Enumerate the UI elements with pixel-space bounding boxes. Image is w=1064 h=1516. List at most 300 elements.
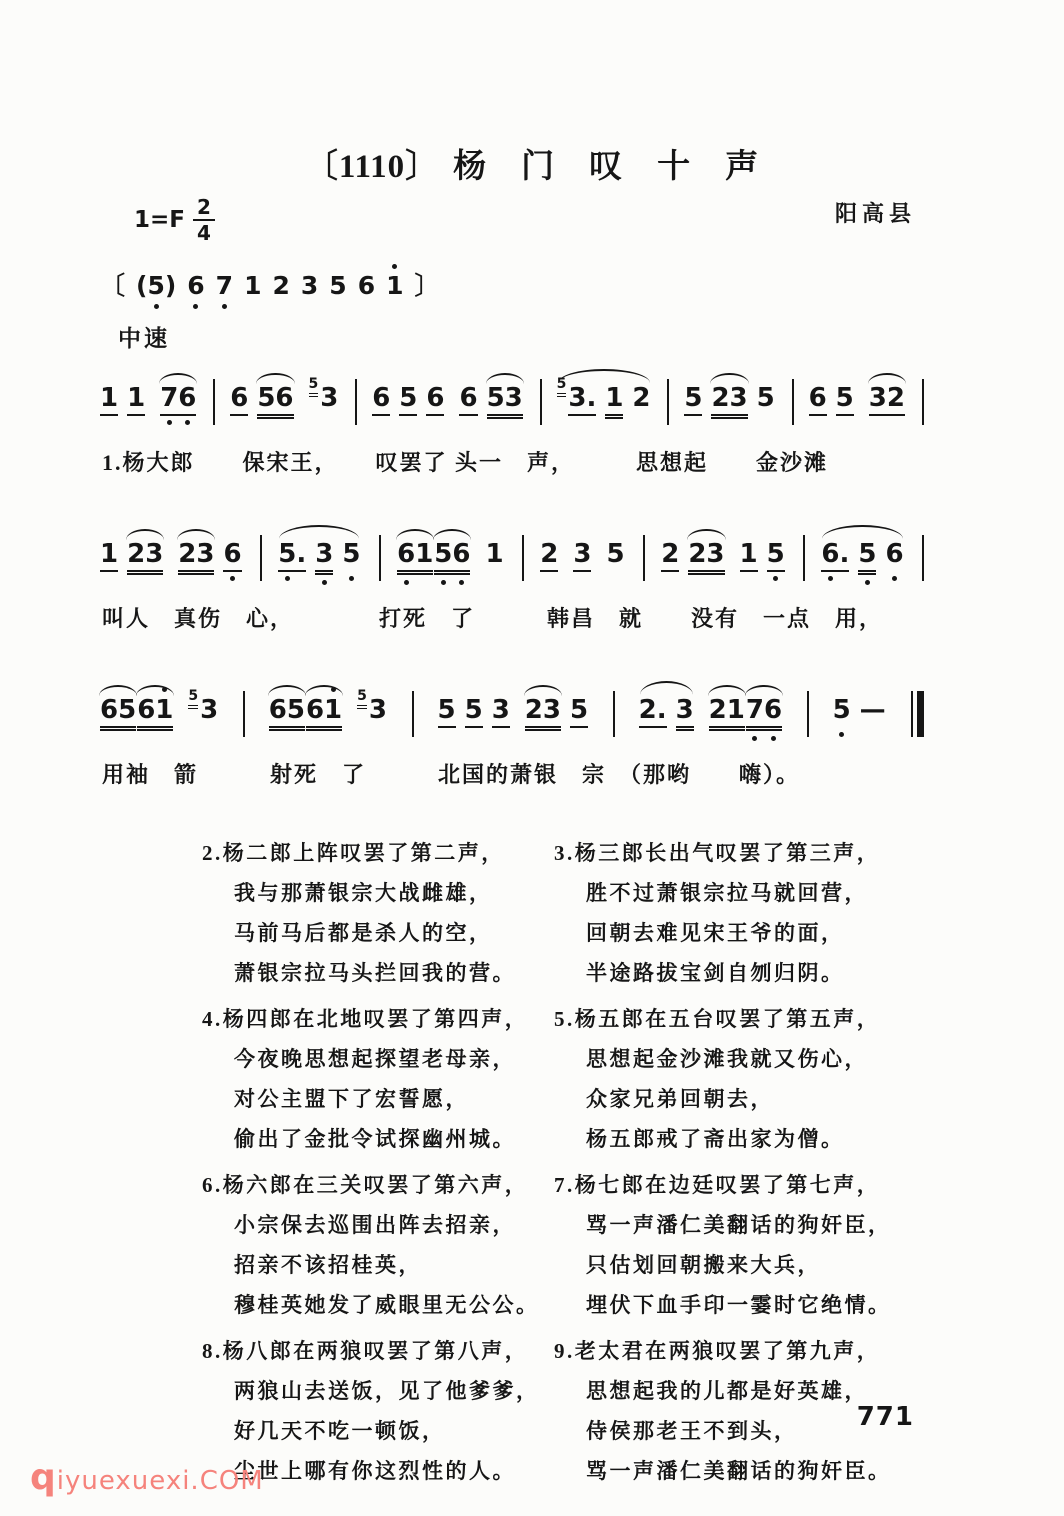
verse-line: 骂一声潘仁美翻话的狗奸臣，	[586, 1213, 892, 1237]
barline	[213, 379, 215, 425]
note-digit: 5	[399, 383, 418, 413]
verse-line: 今夜晚思想起探望老母亲，	[234, 1047, 516, 1071]
note-digits	[709, 697, 745, 728]
note-digit: 6	[305, 695, 325, 725]
grace-note: 5	[188, 688, 199, 704]
note-token	[230, 385, 248, 416]
note-digit: 5	[464, 695, 483, 725]
note-token	[160, 385, 196, 416]
note-token	[605, 385, 623, 416]
note-token	[465, 697, 483, 728]
note-digits	[836, 385, 854, 416]
barline	[243, 691, 245, 737]
barline	[260, 535, 262, 581]
lyric-line: 叫人 真伤 心， 打死 了 韩昌 就 没有 一点 用，	[102, 606, 884, 631]
music-bar	[821, 521, 905, 590]
augmentation-dot: .	[839, 539, 850, 569]
music-bar	[100, 521, 244, 590]
tempo-label: 中速	[118, 326, 170, 351]
verse-line: 招亲不该招桂英，	[234, 1253, 422, 1277]
slur	[256, 373, 294, 384]
note-digit: 3	[504, 383, 523, 413]
low-octave-dot	[167, 420, 172, 425]
note-token	[188, 688, 219, 726]
note-token	[269, 697, 305, 728]
note-token	[709, 697, 745, 728]
note-token	[573, 541, 591, 572]
note-digits	[688, 541, 724, 572]
note-token	[127, 541, 163, 572]
note-digits	[315, 541, 333, 572]
note-token	[833, 697, 851, 726]
key-row	[134, 197, 916, 243]
note-group	[269, 697, 342, 728]
note-digits	[525, 697, 561, 728]
note-digit: 6	[452, 541, 470, 567]
slur	[745, 685, 783, 696]
note-digit: 6	[137, 695, 156, 725]
barline	[667, 379, 669, 425]
music-system	[100, 677, 924, 789]
note-digit: 7	[746, 697, 764, 723]
verse	[202, 833, 554, 993]
note-digit: —	[859, 695, 886, 725]
verse-line: 半途路拔宝剑自刎归阴。	[586, 961, 845, 985]
note-digits	[438, 697, 456, 728]
note-token	[257, 385, 293, 416]
verses	[202, 833, 1064, 1491]
note-digit: 3	[200, 695, 219, 725]
verse-line: 5.杨五郎在五台叹罢了第五声，	[554, 1007, 881, 1031]
scale-degree: 5	[329, 271, 347, 300]
note-digit: 3	[368, 695, 387, 725]
scale-row	[100, 273, 1064, 298]
note-digit: 2	[638, 695, 657, 725]
note-group	[809, 385, 854, 416]
note-digits	[127, 385, 145, 416]
note-digit: 6	[426, 383, 445, 413]
verse-line: 6.杨六郎在三关叹罢了第六声，	[202, 1173, 529, 1197]
note-digit: 5	[756, 383, 775, 413]
note-digit: 5	[118, 695, 137, 725]
note-group	[525, 697, 588, 728]
final-barline	[911, 691, 924, 737]
note-token	[426, 385, 444, 416]
note-group	[684, 385, 774, 416]
slur	[136, 685, 174, 696]
verse-line: 我与那萧银宗大战雌雄，	[234, 881, 493, 905]
note-digits	[711, 385, 747, 416]
note-digits	[639, 697, 667, 728]
slur	[868, 373, 906, 384]
verse-line: 尘世上哪有你这烈性的人。	[234, 1459, 516, 1483]
verse-line: 胜不过萧银宗拉马就回营，	[586, 881, 868, 905]
verse-line: 萧银宗拉马头拦回我的营。	[234, 961, 516, 985]
note-group	[869, 385, 905, 416]
note-group	[278, 541, 360, 572]
low-octave-dot	[441, 580, 446, 585]
note-group	[540, 541, 558, 572]
note-digit: 5	[684, 383, 703, 413]
verse-line: 对公主盟下了宏誓愿，	[234, 1087, 469, 1111]
barline	[803, 535, 805, 581]
note-token	[223, 541, 241, 572]
note-digit: 3	[320, 383, 339, 413]
note-group	[308, 376, 339, 414]
note-group	[100, 697, 173, 728]
grace-note: 5	[556, 376, 567, 392]
scale-degree: 6	[187, 273, 204, 298]
note-group	[438, 697, 510, 728]
barline	[540, 379, 542, 425]
note-digit: 3	[491, 695, 510, 725]
note-digit: 5	[257, 383, 276, 413]
verse-line: 思想起金沙滩我就又伤心，	[586, 1047, 868, 1071]
music-notation	[100, 365, 924, 789]
note-digit: 3	[145, 539, 164, 569]
note-group	[178, 541, 241, 572]
note-digits	[223, 541, 241, 572]
note-digits	[885, 541, 903, 570]
note-digit: 6	[459, 383, 478, 413]
note-group	[160, 385, 196, 416]
music-system	[100, 365, 924, 477]
barline	[355, 379, 357, 425]
note-digit: 1	[155, 697, 173, 723]
note-digit: 1	[605, 383, 624, 413]
meter-denominator: 4	[197, 221, 211, 245]
slur	[126, 529, 164, 540]
music-bar	[557, 365, 653, 434]
note-digits	[860, 697, 886, 726]
note-token	[570, 697, 588, 728]
note-token	[858, 541, 876, 572]
note-token	[688, 541, 724, 572]
verse-line: 小宗保去巡围出阵去招亲，	[234, 1213, 516, 1237]
note-digits	[485, 541, 503, 570]
note-digit: 3	[706, 539, 725, 569]
slur	[822, 525, 902, 539]
note-digit: 6	[230, 383, 249, 413]
note-digit: 6	[178, 385, 196, 411]
watermark: qiyuexuexi.COM	[30, 1457, 264, 1498]
slur	[433, 529, 471, 540]
note-token	[684, 385, 702, 416]
note-digits	[100, 385, 118, 416]
song-title-row	[0, 0, 1064, 187]
note-token	[661, 541, 679, 572]
note-digit: 5	[767, 541, 785, 567]
note-digits	[858, 541, 876, 572]
note-digits	[372, 385, 390, 416]
note-group	[709, 697, 782, 728]
barline	[643, 535, 645, 581]
note-token	[357, 688, 387, 726]
note-digit: 2	[661, 539, 680, 569]
low-octave-dot	[892, 576, 897, 581]
verse-line: 骂一声潘仁美翻话的狗奸臣。	[586, 1459, 892, 1483]
music-bar	[100, 677, 220, 746]
slur	[279, 525, 359, 539]
note-digit: 2	[540, 539, 559, 569]
note-digit: 3	[868, 383, 887, 413]
note-token	[885, 541, 903, 572]
scale-degree: 2	[272, 271, 290, 300]
grace-note: 5	[357, 688, 367, 704]
scale-degree: 1	[244, 271, 262, 300]
note-digits	[178, 541, 214, 572]
low-octave-dot	[349, 576, 354, 581]
music-line	[100, 365, 924, 434]
note-token	[100, 697, 136, 728]
slur	[524, 685, 562, 696]
note-token	[485, 541, 503, 570]
scale-close-bracket: 〕	[414, 271, 440, 300]
note-token	[767, 541, 785, 572]
low-octave-dot	[322, 580, 327, 585]
note-token	[434, 541, 470, 572]
note-digit: 5	[486, 383, 505, 413]
note-digit: 3	[542, 695, 561, 725]
augmentation-dot: .	[296, 539, 307, 569]
note-token	[740, 541, 758, 572]
verse-line: 4.杨四郎在北地叹罢了第四声，	[202, 1007, 529, 1031]
music-bar	[372, 365, 525, 434]
note-token	[459, 385, 477, 416]
verse-line: 偷出了金批令试探幽州城。	[234, 1127, 516, 1151]
note-group	[372, 385, 444, 416]
barline	[922, 379, 924, 425]
note-digit: 2	[524, 695, 543, 725]
note-digits	[809, 385, 827, 416]
note-digit: 5	[286, 695, 305, 725]
note-token	[308, 376, 339, 414]
note-digit: 1	[100, 383, 119, 413]
note-digit: 1	[324, 697, 342, 723]
low-octave-dot	[839, 732, 844, 737]
verse-line: 2.杨二郎上阵叹罢了第二声，	[202, 841, 505, 865]
augmentation-dot: .	[586, 383, 597, 413]
note-digit: 5	[434, 541, 452, 567]
verse-line: 8.杨八郎在两狼叹罢了第八声，	[202, 1339, 529, 1363]
scale-open-bracket: 〔	[100, 271, 126, 300]
note-digits	[200, 697, 218, 726]
note-digits	[100, 697, 136, 728]
note-token	[836, 385, 854, 416]
barline	[922, 535, 924, 581]
slur	[640, 681, 693, 695]
verse-line: 侍侯那老王不到头，	[586, 1419, 798, 1443]
low-octave-dot	[285, 576, 290, 581]
verse-line: 穆桂英她发了威眼里无公公。	[234, 1293, 540, 1317]
note-digits	[767, 541, 785, 572]
note-digits	[757, 385, 775, 414]
note-digit: 1	[485, 539, 504, 569]
note-digits	[342, 541, 360, 570]
scale-degree: 3	[300, 271, 319, 300]
verse-line: 杨五郎戒了斋出家为僧。	[586, 1127, 845, 1151]
note-token	[492, 697, 510, 728]
note-group	[573, 541, 591, 572]
slur	[177, 529, 215, 540]
slur	[396, 529, 434, 540]
note-digits	[397, 541, 433, 572]
note-group	[188, 688, 219, 726]
note-group	[459, 385, 522, 416]
scale-degree: 7	[216, 273, 233, 298]
low-octave-dot	[771, 736, 776, 741]
note-digit: 5	[437, 695, 456, 725]
music-bar	[809, 365, 907, 434]
music-bar	[639, 677, 784, 746]
low-octave-dot	[230, 576, 235, 581]
note-token	[639, 697, 667, 728]
note-digit: 5	[833, 697, 851, 723]
note-digit: 2	[711, 383, 730, 413]
verse-line: 只估划回朝搬来大兵，	[586, 1253, 821, 1277]
note-token	[556, 376, 597, 416]
slur	[558, 369, 650, 383]
note-token	[487, 385, 523, 416]
note-token	[821, 541, 849, 572]
note-digit: 6	[885, 541, 903, 567]
slur	[708, 685, 746, 696]
low-octave-dot	[154, 304, 159, 309]
note-token	[746, 697, 782, 728]
verse-line: 思想起我的儿都是好英雄，	[586, 1379, 868, 1403]
note-digits	[740, 541, 758, 572]
note-token	[399, 385, 417, 416]
note-digit: 1	[127, 383, 146, 413]
augmentation-dot: .	[656, 695, 667, 725]
scale-degree: (5)	[136, 273, 176, 298]
note-token	[676, 697, 694, 728]
note-digits	[487, 385, 523, 416]
note-digit: 2	[886, 383, 905, 413]
verse	[202, 1165, 554, 1325]
note-token	[525, 697, 561, 728]
note-group	[661, 541, 724, 572]
note-digit: 6	[275, 383, 294, 413]
lyric-line: 用袖 箭 射死 了 北国的萧银 宗 （那哟 嗨）。	[102, 762, 801, 787]
barline	[807, 691, 809, 737]
note-digits	[821, 541, 849, 572]
music-line	[100, 677, 924, 746]
note-group	[833, 697, 886, 726]
meter-numerator: 2	[193, 197, 215, 221]
music-bar	[438, 677, 591, 746]
low-octave-dot	[185, 420, 190, 425]
verse	[554, 1331, 994, 1491]
note-token	[278, 541, 306, 572]
note-token	[100, 385, 118, 416]
music-bar	[100, 365, 198, 434]
verse	[554, 999, 994, 1159]
note-token	[397, 541, 433, 572]
verse-line: 9.老太君在两狼叹罢了第九声，	[554, 1339, 881, 1363]
verse-line: 回朝去难见宋王爷的面，	[586, 921, 845, 945]
note-digits	[100, 541, 118, 572]
note-digits	[137, 697, 173, 728]
note-token	[315, 541, 333, 572]
barline	[792, 379, 794, 425]
note-token	[372, 385, 390, 416]
note-digit: 6	[100, 695, 119, 725]
note-group	[100, 385, 145, 416]
time-signature	[193, 197, 215, 243]
music-bar	[540, 521, 626, 590]
low-octave-dot	[828, 576, 833, 581]
note-group	[397, 541, 470, 572]
verse-line: 众家兄弟回朝去，	[586, 1087, 774, 1111]
note-digit: 3	[196, 539, 215, 569]
note-digits	[540, 541, 558, 572]
note-token	[606, 541, 624, 570]
note-digits	[278, 541, 306, 572]
scale-degree: 6	[357, 271, 376, 300]
music-bar	[278, 521, 362, 590]
music-bar	[833, 677, 888, 744]
barline	[613, 691, 615, 737]
note-digit: 5	[569, 695, 589, 725]
note-digit: 6	[808, 383, 827, 413]
verse-line: 两狼山去送饭，见了他爹爹，	[234, 1379, 540, 1403]
note-digits	[570, 697, 588, 728]
note-digit: 3	[573, 539, 592, 569]
note-token	[342, 541, 360, 572]
slur	[159, 373, 197, 384]
low-octave-dot	[193, 304, 198, 309]
note-token	[540, 541, 558, 572]
note-group	[357, 688, 387, 726]
verse-line: 7.杨七郎在边廷叹罢了第七声，	[554, 1173, 881, 1197]
music-bar	[230, 365, 340, 434]
note-digits	[399, 385, 417, 416]
note-digits	[257, 385, 293, 416]
note-digits	[269, 697, 305, 728]
verse-line: 马前马后都是杀人的空，	[234, 921, 493, 945]
grace-note: 5	[308, 376, 319, 392]
note-digit: 1	[739, 539, 758, 569]
low-octave-dot	[222, 304, 227, 309]
note-digit: 6	[268, 695, 287, 725]
note-digit: 3	[568, 383, 587, 413]
note-digits	[605, 385, 623, 416]
note-digits	[306, 697, 342, 728]
barline	[412, 691, 414, 737]
note-digit: 6	[397, 541, 415, 567]
verse-line: 埋伏下血手印一霎时它绝情。	[586, 1293, 892, 1317]
note-digit: 3	[315, 541, 333, 567]
note-token	[809, 385, 827, 416]
verse	[202, 999, 554, 1159]
barline	[379, 535, 381, 581]
music-bar	[661, 521, 786, 590]
note-group	[100, 541, 163, 572]
slur	[687, 529, 725, 540]
key-signature	[134, 197, 215, 243]
music-bar	[397, 521, 505, 590]
low-octave-dot	[404, 580, 409, 585]
note-digits	[833, 697, 851, 726]
key-value: 1=F	[134, 207, 185, 233]
note-digit: 5	[278, 541, 296, 567]
note-group	[821, 541, 903, 572]
note-digits	[465, 697, 483, 728]
note-digits	[434, 541, 470, 572]
note-digits	[573, 541, 591, 572]
note-group	[606, 541, 624, 570]
